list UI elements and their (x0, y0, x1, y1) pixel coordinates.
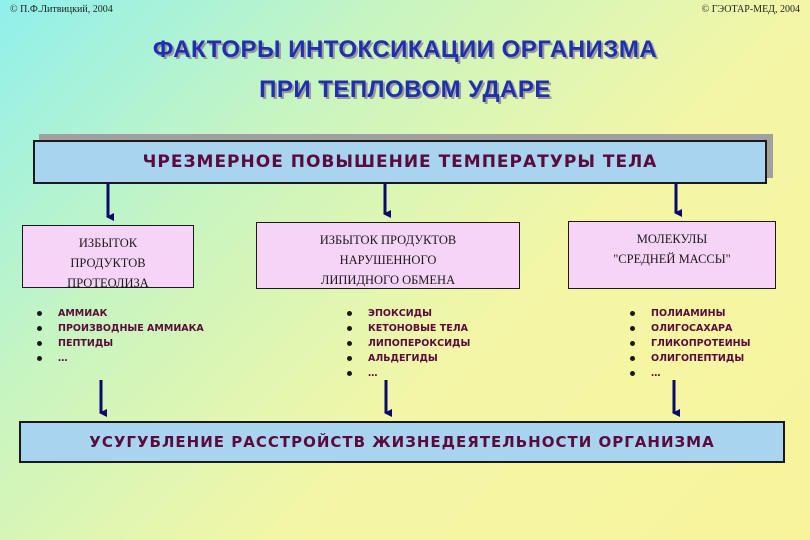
list-item: АЛЬДЕГИДЫ (344, 351, 470, 366)
list-item: КЕТОНОВЫЕ ТЕЛА (344, 321, 470, 336)
list-item: ПЕПТИДЫ (34, 336, 204, 351)
list-item: ЛИПОПЕРОКСИДЫ (344, 336, 470, 351)
factor-box-line: ПРОТЕОЛИЗА (67, 276, 149, 290)
factor-box-line: ИЗБЫТОК ПРОДУКТОВ (319, 233, 457, 247)
bottom-box-label: УСУГУБЛЕНИЕ РАССТРОЙСТВ ЖИЗНЕДЕЯТЕЛЬНОСТИ ОРГАНИЗМА (89, 433, 715, 451)
top-box-label: ЧРЕЗМЕРНОЕ ПОВЫШЕНИЕ ТЕМПЕРАТУРЫ ТЕЛА (142, 152, 658, 172)
title-line-1: ФАКТОРЫ ИНТОКСИКАЦИИ ОРГАНИЗМА (152, 36, 658, 63)
factor-box-line: "СРЕДНЕЙ МАССЫ" (613, 252, 731, 266)
list-item: ЭПОКСИДЫ (344, 306, 470, 321)
list-item: ГЛИКОПРОТЕИНЫ (627, 336, 750, 351)
title-line-2: ПРИ ТЕПЛОВОМ УДАРЕ (259, 76, 551, 103)
list-item: ПОЛИАМИНЫ (627, 306, 750, 321)
factor-box-line: ПРОДУКТОВ (70, 256, 146, 270)
list-item: … (627, 366, 750, 381)
list-item: ОЛИГОСАХАРА (627, 321, 750, 336)
factor-box-line: МОЛЕКУЛЫ (636, 232, 708, 246)
copyright-right: © ГЭОТАР-МЕД, 2004 (701, 4, 800, 15)
list-item: ОЛИГОПЕПТИДЫ (627, 351, 750, 366)
copyright-left: © П.Ф.Литвицкий, 2004 (10, 4, 113, 15)
factor-box-line: НАРУШЕННОГО (339, 253, 437, 267)
list-item: … (34, 351, 204, 366)
bottom-box-worsening (19, 421, 785, 463)
list-item: АММИАК (34, 306, 204, 321)
list-item: ПРОИЗВОДНЫЕ АММИАКА (34, 321, 204, 336)
factor-box-line: ЛИПИДНОГО ОБМЕНА (320, 273, 456, 287)
list-item: … (344, 366, 470, 381)
factor-box-line: ИЗБЫТОК (78, 236, 138, 250)
